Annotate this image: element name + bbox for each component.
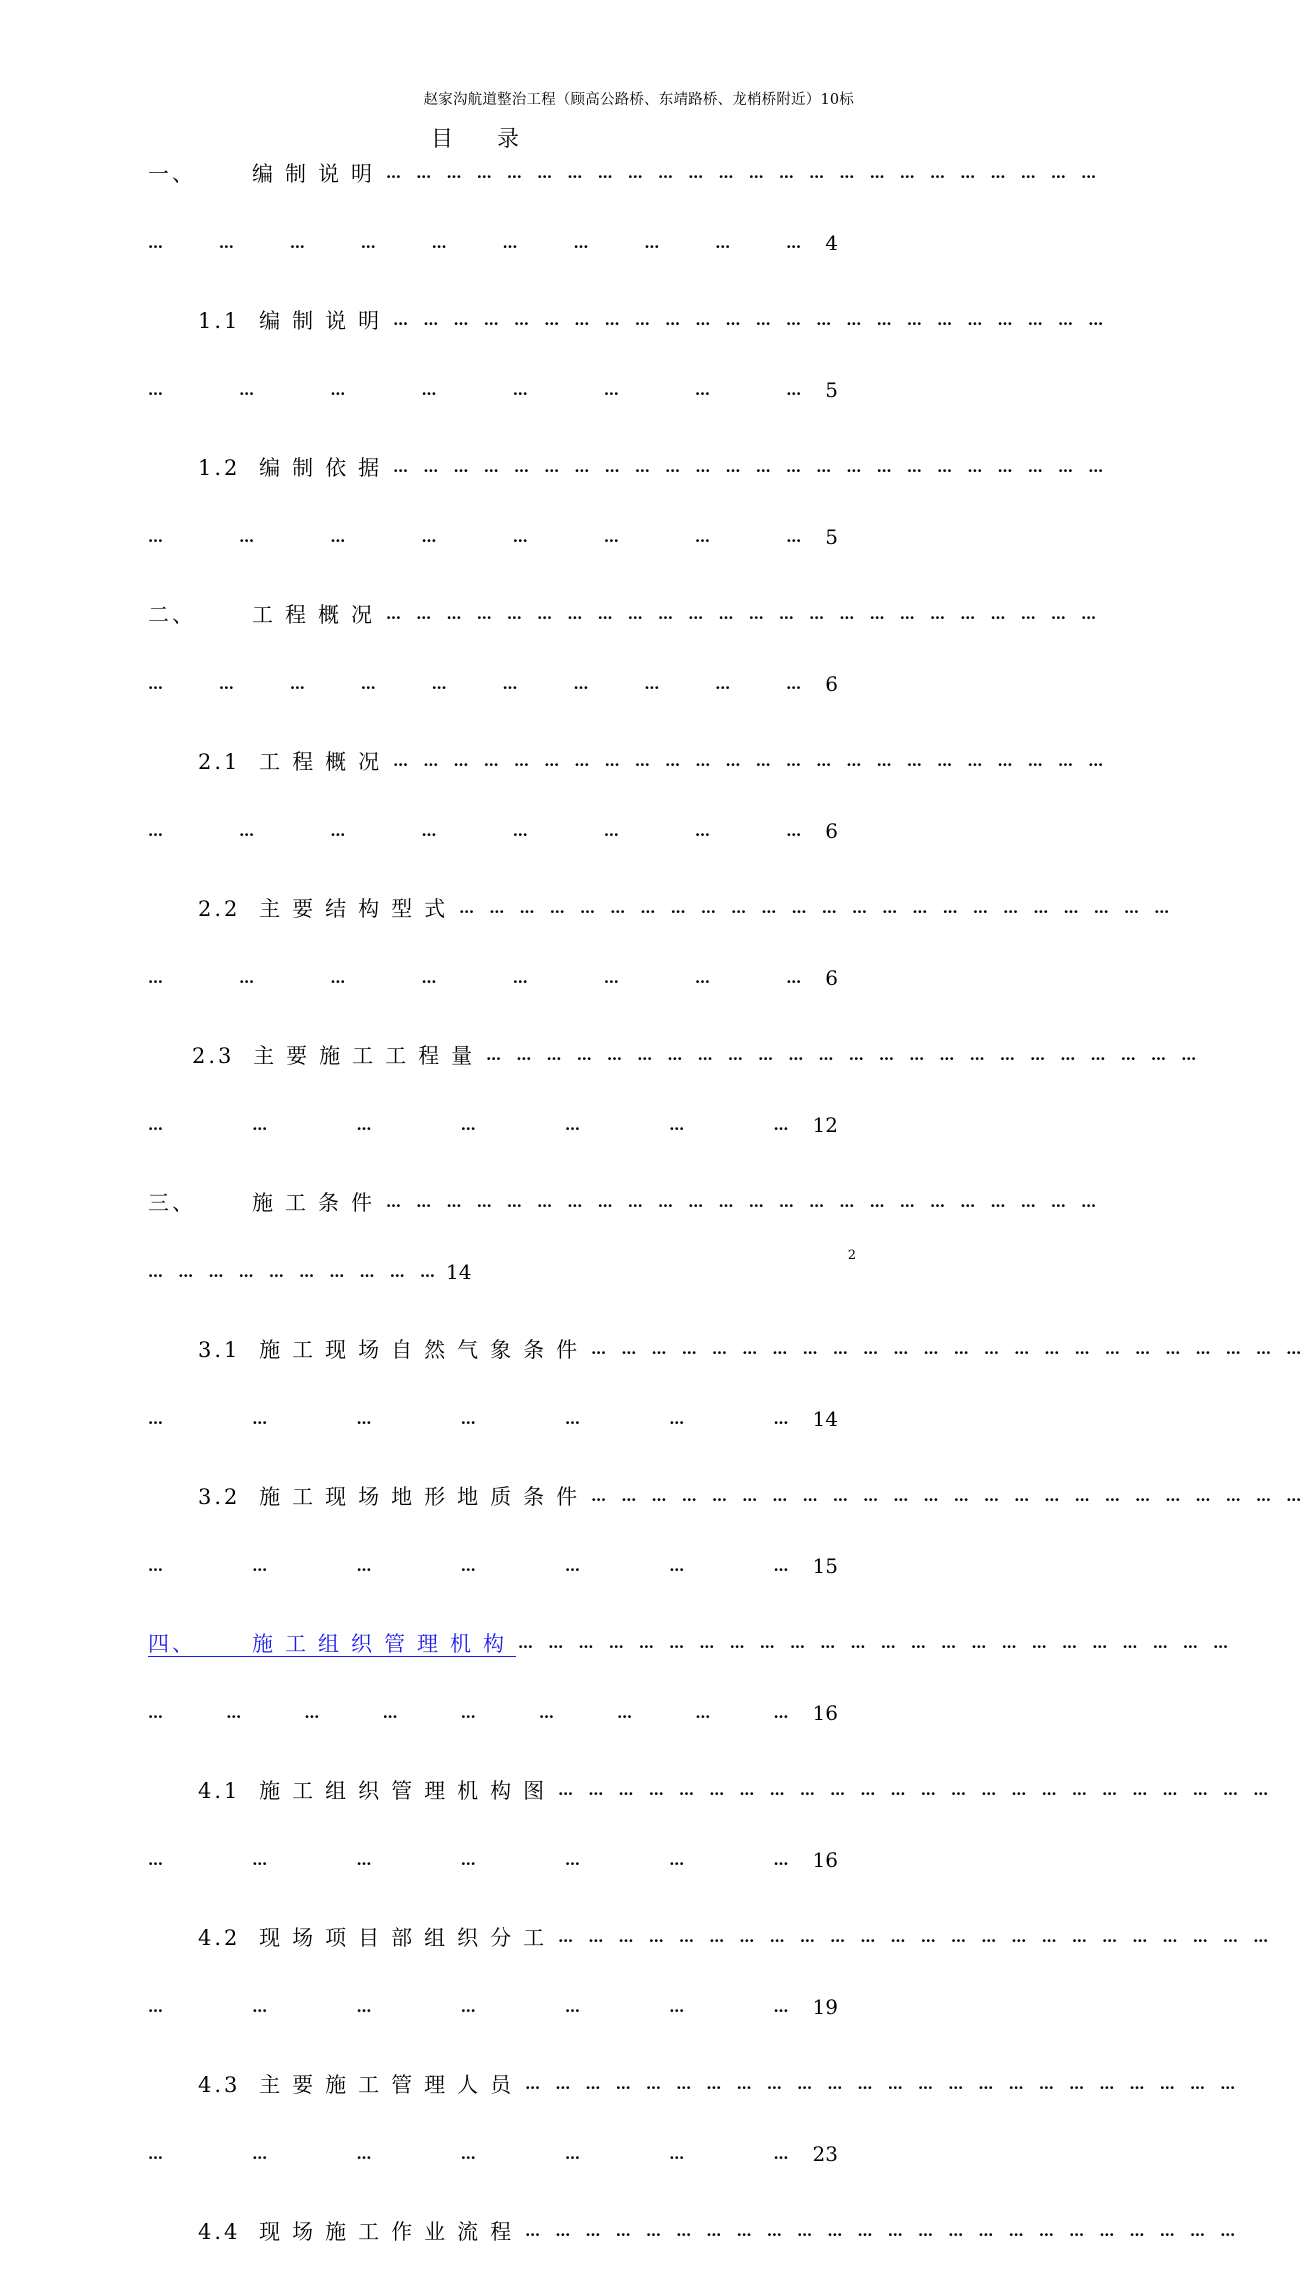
dot-leader: … … … … … … … … … … … … … … … … … … … … … … … … [591, 1340, 1306, 1358]
entry-number: 3.2 [198, 1485, 241, 1509]
dot-leader: … … … … … … … … … … … … … … … … … … … … … … … … [558, 1928, 1274, 1946]
entry-page: 5 [825, 378, 838, 402]
dot-leader: … … … … … … … … … … … … … … … … … … … … … … … … [486, 1046, 1202, 1064]
entry-page: 19 [812, 1995, 838, 2019]
toc-entry[interactable] [148, 2063, 1241, 2210]
toc-entry[interactable] [148, 299, 1109, 446]
dot-leader: … … … … … … … … [148, 969, 802, 987]
dot-leader: … … … … … … … … … … … … … … … … … … … … … … … … [525, 2075, 1241, 2093]
entry-number: 2.1 [198, 750, 241, 774]
toc-entry[interactable] [148, 887, 1175, 1034]
dot-leader: … … … … … … … … … … … … … … … … … … … … … … … … [386, 605, 1102, 623]
toc-title: 目录 [430, 127, 563, 152]
dot-leader: … … … … … … … … … … [148, 675, 802, 693]
entry-number: 2.2 [198, 897, 241, 921]
dot-leader: … … … … … … … [148, 1851, 789, 1869]
entry-page: 14 [812, 1407, 838, 1431]
dot-leader: … … … … … … … … … … … … … … … … … … … … … … … … [393, 752, 1109, 770]
entry-number: 四、 [148, 1632, 196, 1656]
entry-page: 23 [812, 2142, 838, 2166]
dot-leader: … … … … … … … … … … … … … … … … … … … … … … … … [518, 1634, 1234, 1652]
entry-title: 主要施工工程量 [253, 1044, 485, 1068]
dot-leader: … … … … … … … … … … … … … … … … … … … … … … … … [393, 458, 1109, 476]
entry-page: 6 [825, 966, 838, 990]
toc-entry[interactable] [148, 2210, 1241, 2270]
dot-leader: … … … … … … … [148, 1998, 789, 2016]
entry-title: 施工组织管理机构 [252, 1632, 517, 1656]
toc-entry[interactable] [148, 446, 1109, 593]
dot-leader: … … … … … … … [148, 2145, 789, 2163]
entry-page: 15 [812, 1554, 838, 1578]
table-of-contents [148, 152, 1306, 2270]
entry-page: 6 [825, 819, 838, 843]
entry-number: 3.1 [198, 1338, 241, 1362]
entry-title: 施工组织管理机构图 [259, 1779, 557, 1803]
entry-number: 4.4 [198, 2220, 241, 2244]
entry-title: 编制说明 [252, 162, 385, 186]
toc-entry[interactable] [148, 740, 1109, 887]
entry-title: 工程概况 [259, 750, 392, 774]
dot-leader: … … … … … … … … [148, 822, 802, 840]
toc-entry[interactable] [148, 1034, 1202, 1181]
dot-leader: … … … … … … … … [148, 381, 802, 399]
entry-page: 16 [812, 1701, 838, 1725]
toc-entry[interactable] [148, 593, 1102, 740]
entry-page: 6 [825, 672, 838, 696]
dot-leader: … … … … … … … … … … … … … … … … … … … … … … … … [591, 1487, 1306, 1505]
toc-entry[interactable] [148, 1328, 1306, 1475]
entry-number: 一、 [148, 162, 196, 186]
dot-leader: … … … … … … … … … … … … … … … … … … … … … … … … [558, 1781, 1274, 1799]
page-number: 2 [847, 1248, 856, 1263]
entry-number: 2.3 [192, 1044, 235, 1068]
dot-leader: … … … … … … … … [148, 528, 802, 546]
entry-title: 编制依据 [259, 456, 392, 480]
dot-leader: … … … … … … … … … [148, 1704, 789, 1722]
dot-leader: … … … … … … … … … … … … … … … … … … … … … … … … [525, 2222, 1241, 2240]
dot-leader: … … … … … … … [148, 1557, 789, 1575]
entry-page: 12 [812, 1113, 838, 1137]
toc-entry[interactable] [148, 1769, 1274, 1916]
toc-entry[interactable] [148, 1475, 1306, 1622]
entry-title: 工程概况 [252, 603, 385, 627]
entry-title: 编制说明 [259, 309, 392, 333]
dot-leader: … … … … … … … … … … … … … … … … … … … … … … … … [386, 1193, 1102, 1211]
entry-title: 施工现场地形地质条件 [259, 1485, 590, 1509]
toc-entry[interactable] [148, 152, 1102, 299]
entry-title-link[interactable] [148, 1628, 516, 1658]
dot-leader: … … … … … … … … … … [148, 234, 802, 252]
entry-title: 主要结构型式 [259, 897, 458, 921]
dot-leader: … … … … … … … … … … … … … … … … … … … … … … … … [459, 899, 1175, 917]
entry-number: 4.3 [198, 2073, 241, 2097]
entry-title: 施工现场自然气象条件 [259, 1338, 590, 1362]
dot-leader: … … … … … … … … … … … … … … … … … … … … … … … … [386, 164, 1102, 182]
dot-leader: … … … … … … … [148, 1116, 789, 1134]
dot-leader: … … … … … … … [148, 1410, 789, 1428]
entry-number: 三、 [148, 1191, 196, 1215]
entry-number: 1.2 [198, 456, 241, 480]
entry-title: 施工条件 [252, 1191, 385, 1215]
entry-title: 主要施工管理人员 [259, 2073, 524, 2097]
entry-number: 1.1 [198, 309, 241, 333]
entry-title: 现场施工作业流程 [259, 2220, 524, 2244]
entry-number: 二、 [148, 603, 196, 627]
dot-leader: … … … … … … … … … … [148, 1263, 440, 1281]
entry-number: 4.1 [198, 1779, 241, 1803]
entry-title: 现场项目部组织分工 [259, 1926, 557, 1950]
dot-leader: … … … … … … … … … … … … … … … … … … … … … … … … [393, 311, 1109, 329]
toc-entry[interactable] [148, 1916, 1274, 2063]
document-header: 赵家沟航道整治工程（顾高公路桥、东靖路桥、龙梢桥附近）10标 [423, 92, 854, 108]
entry-page: 4 [825, 231, 838, 255]
entry-number: 4.2 [198, 1926, 241, 1950]
entry-page: 14 [446, 1260, 472, 1284]
toc-entry[interactable] [148, 1181, 1102, 1328]
entry-page: 16 [812, 1848, 838, 1872]
toc-entry-link[interactable] [148, 1622, 1234, 1769]
entry-page: 5 [825, 525, 838, 549]
